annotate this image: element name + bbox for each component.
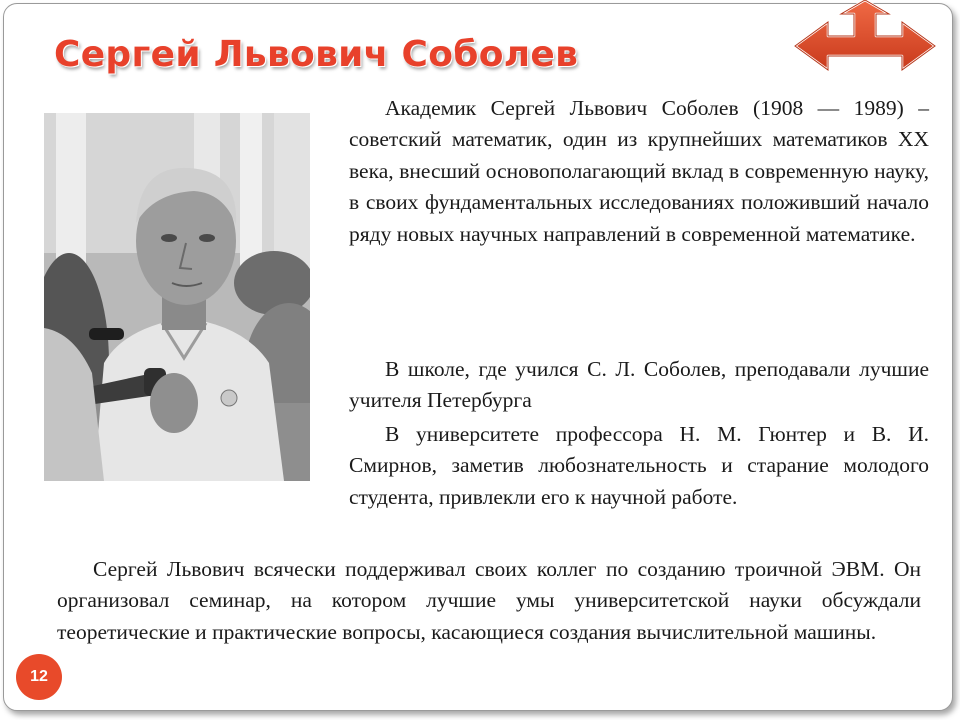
university-paragraph: В университете профессора Н. М. Гюнтер и В. И. Смирнов, заметив любознательность и старание молодого студента, привлекли его к научной работе. [349,422,929,509]
page-number-badge: 12 [16,654,62,700]
three-way-arrow-icon[interactable] [790,0,940,80]
intro-paragraph: Академик Сергей Львович Соболев (1908 — 1989) – советский математик, один из крупнейших математиков XX века, внесший основополагающий вклад в современную науку, в своих фундаментальных исследованиях положивший начало ряду новых научных направлений в современной математике. [349,96,929,246]
slide-title: Сергей Львович Соболев [54,34,579,75]
school-paragraph: В школе, где учился С. Л. Соболев, преподавали лучшие учителя Петербурга [349,357,929,413]
portrait-photo [44,113,310,481]
computer-paragraph: Сергей Львович всячески поддерживал своих коллег по созданию троичной ЭВМ. Он организовал семинар, на котором лучшие умы университетской науки обсуждали теоретические и практические вопросы, касающиеся создания вычислительной машины. [57,557,921,644]
